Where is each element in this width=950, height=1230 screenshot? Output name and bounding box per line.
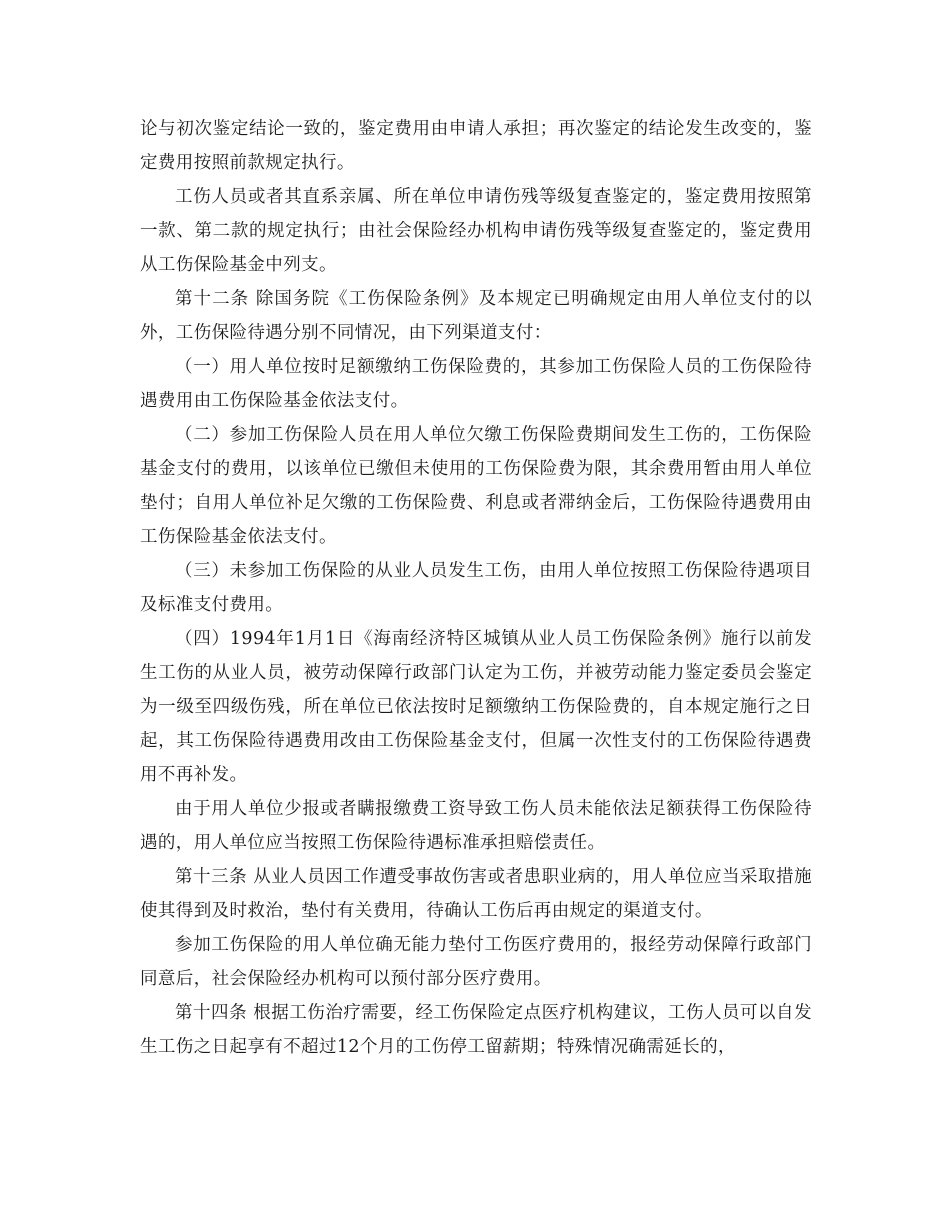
- item-3-paragraph: （三）未参加工伤保险的从业人员发生工伤，由用人单位按照工伤保险待遇项目及标准支付费用。: [140, 561, 812, 615]
- document-page: [140, 112, 812, 1064]
- paragraph-8: 由于用人单位少报或者瞒报缴费工资导致工伤人员未能依法足额获得工伤保险待遇的，用人单位应当按照工伤保险待遇标准承担赔偿责任。: [140, 799, 812, 853]
- article-13-paragraph: 第十三条 从业人员因工作遭受事故伤害或者患职业病的，用人单位应当采取措施使其得到及时救治，垫付有关费用，待确认工伤后再由规定的渠道支付。: [140, 867, 812, 921]
- article-12-paragraph: 第十二条 除国务院《工伤保险条例》及本规定已明确规定由用人单位支付的以外，工伤保险待遇分别不同情况，由下列渠道支付：: [140, 289, 812, 343]
- paragraph-2: 工伤人员或者其直系亲属、所在单位申请伤残等级复查鉴定的，鉴定费用按照第一款、第二款的规定执行；由社会保险经办机构申请伤残等级复查鉴定的，鉴定费用从工伤保险基金中列支。: [140, 187, 812, 275]
- item-2-paragraph: （二）参加工伤保险人员在用人单位欠缴工伤保险费期间发生工伤的，工伤保险基金支付的费用，以该单位已缴但未使用的工伤保险费为限，其余费用暂由用人单位垫付；自用人单位补足欠缴的工伤保险费、利息或者滞纳金后，工伤保险待遇费用由工伤保险基金依法支付。: [140, 425, 812, 547]
- article-14-paragraph: 第十四条 根据工伤治疗需要，经工伤保险定点医疗机构建议，工伤人员可以自发生工伤之日起享有不超过12个月的工伤停工留薪期；特殊情况确需延长的，: [140, 1003, 812, 1057]
- paragraph-10: 参加工伤保险的用人单位确无能力垫付工伤医疗费用的，报经劳动保障行政部门同意后，社会保险经办机构可以预付部分医疗费用。: [140, 935, 812, 989]
- item-4-paragraph: （四）1994年1月1日《海南经济特区城镇从业人员工伤保险条例》施行以前发生工伤的从业人员，被劳动保障行政部门认定为工伤，并被劳动能力鉴定委员会鉴定为一级至四级伤残，所在单位已依法按时足额缴纳工伤保险费的，自本规定施行之日起，其工伤保险待遇费用改由工伤保险基金支付，但属一次性支付的工伤保险待遇费用不再补发。: [140, 629, 812, 785]
- paragraph-1: 论与初次鉴定结论一致的，鉴定费用由申请人承担；再次鉴定的结论发生改变的，鉴定费用按照前款规定执行。: [140, 119, 812, 173]
- item-1-paragraph: （一）用人单位按时足额缴纳工伤保险费的，其参加工伤保险人员的工伤保险待遇费用由工伤保险基金依法支付。: [140, 357, 812, 411]
